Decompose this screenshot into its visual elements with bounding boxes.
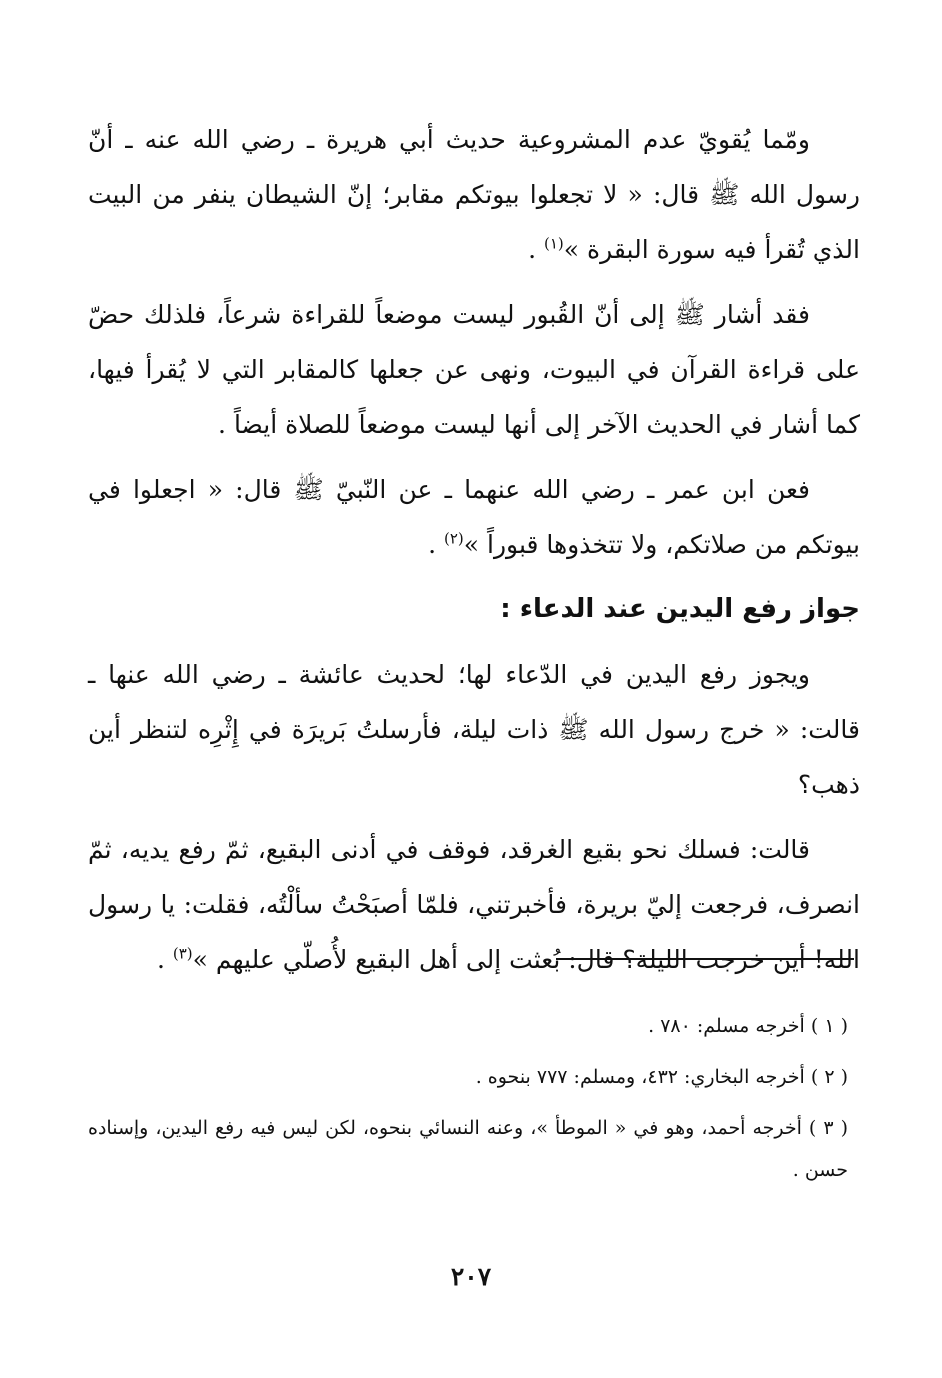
footnote-ref-3[interactable]: (٣) <box>172 944 193 963</box>
paragraph-4 <box>88 647 860 812</box>
footnote-ref-1[interactable]: (١) <box>544 234 564 253</box>
paragraph-1-end: . <box>528 235 544 264</box>
paragraph-2-text: فقد أشار ﷺ إلى أنّ القُبور ليست موضعاً للقراءة شرعاً، فلذلك حضّ على قراءة القرآن في البيوت، ونهى عن جعلها كالمقابر التي لا يُقرأ فيها، كما أشار في الحديث الآخر إلى أنها ليست موضعاً للصلاة أيضاً . <box>88 300 860 439</box>
page-number: ٢٠٧ <box>450 1262 492 1291</box>
paragraph-1-text: ومّما يُقويّ عدم المشروعية حديث أبي هريرة ـ رضي الله عنه ـ أنّ رسول الله ﷺ قال: « لا تجعلوا بيوتكم مقابر؛ إنّ الشيطان ينفر من البيت الذي تُقرأ فيه سورة البقرة » <box>88 125 860 264</box>
paragraph-3-end: . <box>428 530 444 559</box>
paragraph-3 <box>88 462 860 572</box>
paragraph-5-text: قالت: فسلك نحو بقيع الغرقد، فوقف في أدنى البقيع، ثمّ رفع يديه، ثمّ انصرف، فرجعت إليّ بريرة، فأخبرتني، فلمّا أصبَحْتُ سألْتُه، فقلت: يا رسول الله! أين خرجت الليلة؟ قال: بُعثت إلى أهل البقيع لأُصلّي عليهم » <box>88 835 860 974</box>
footnote-3: ( ٣ ) أخرجه أحمد، وهو في « الموطأ »، وعنه النسائي بنحوه، لكن ليس فيه رفع اليدين، وإسناده حسن . <box>88 1117 849 1181</box>
paragraph-1 <box>88 112 860 277</box>
paragraph-5 <box>88 822 860 987</box>
paragraph-5-end: . <box>156 945 173 974</box>
footnotes <box>88 1005 848 1200</box>
footnote-1: ( ١ ) أخرجه مسلم: ٧٨٠ . <box>648 1015 848 1037</box>
paragraph-4-text: ويجوز رفع اليدين في الدّعاء لها؛ لحديث عائشة ـ رضي الله عنها ـ قالت: « خرج رسول الله ﷺ ذات ليلة، فأرسلتُ بَريرَة في إِثْرِه لتنظر أين ذهب؟ <box>88 660 860 799</box>
paragraph-2 <box>88 287 860 452</box>
section-heading: جواز رفع اليدين عند الدعاء : <box>500 594 860 624</box>
footnote-separator <box>556 958 854 960</box>
page-body <box>88 112 860 997</box>
footnote-ref-2[interactable]: (٢) <box>443 529 464 548</box>
paragraph-3-text: فعن ابن عمر ـ رضي الله عنهما ـ عن النّبيّ ﷺ قال: « اجعلوا في بيوتكم من صلاتكم، ولا تتخذوها قبوراً » <box>88 475 860 559</box>
footnote-2: ( ٢ ) أخرجه البخاري: ٤٣٢، ومسلم: ٧٧٧ بنحوه . <box>475 1066 848 1088</box>
